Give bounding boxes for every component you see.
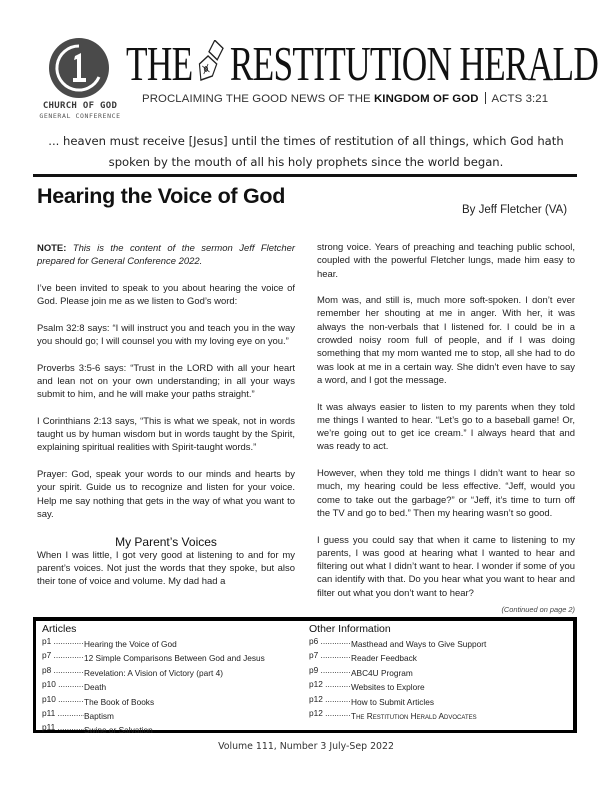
toc-page: p12 ..... xyxy=(309,708,351,719)
toc-page: p12 ..... xyxy=(309,679,351,690)
title-word-restitution-herald: RESTITUTION HERALD xyxy=(229,36,599,91)
toc-title: Revelation: A Vision of Victory (part 4) xyxy=(84,668,223,679)
toc-entry[interactable] xyxy=(309,636,486,650)
header-divider xyxy=(33,174,577,177)
paragraph: I guess you could say that when it came to listening to my parents, I was good at hearing what I wanted to hear and filtering out what I didn’t want to hear. I wonder if some of you can identify with that. Do you hear what you want to hear and filter out what you don’t want to hear? xyxy=(317,534,575,599)
paragraph: Proverbs 3:5-6 says: “Trust in the LORD with all your heart and lean not on your own understanding; in all your ways submit to him, and he will make your paths straight.” xyxy=(37,362,295,401)
toc-title: 12 Simple Comparisons Between God and Jesus xyxy=(84,653,265,664)
article-column-2 xyxy=(317,241,575,613)
header-verse xyxy=(40,131,572,173)
org-name-line1: CHURCH OF GOD xyxy=(42,101,118,111)
tagline xyxy=(142,92,548,105)
toc-title: Baptism xyxy=(84,711,114,722)
toc-entry[interactable] xyxy=(309,650,486,664)
toc-page: p11 ..... xyxy=(42,708,84,719)
org-name xyxy=(37,101,123,121)
paragraph: When I was little, I got very good at listening to and for my parent’s voices. Not just the words that they spoke, but also their tone of voice and volume. My dad had a xyxy=(37,549,295,588)
toc-other-heading: Other Information xyxy=(309,623,391,635)
toc-page: p9 ..... xyxy=(309,665,351,676)
toc-page: p6 ..... xyxy=(309,636,351,647)
tagline-scripture-ref: ACTS 3:21 xyxy=(491,93,549,105)
paragraph: Mom was, and still is, much more soft-spoken. I don’t ever remember her shouting at me in anger. With her, it was always the non-verbals that I listened for. I could be in a crowded noisy room full of people, and if I was doing something that my mom wanted me to stop, all she had to do was look at me in a certain way. She didn’t even have to say a word, and I got the message. xyxy=(317,295,575,386)
paragraph: However, when they told me things I didn’t want to hear so much, my hearing could be less effective. “Jeff, would you come to take out the garbage?” or “Jeff, it’s time to turn off the TV and go to bed.” Then my hearing wasn’t so good. xyxy=(317,468,575,519)
toc-title: The Book of Books xyxy=(84,696,155,707)
toc-entry[interactable] xyxy=(309,679,486,693)
toc-entry[interactable] xyxy=(42,636,265,650)
continued-link[interactable]: (Continued on page 2) xyxy=(501,605,575,614)
issue-info: Volume 111, Number 3 July-Sep 2022 xyxy=(218,741,394,752)
toc-title: Swine or Salvation xyxy=(84,725,153,736)
verse-line-2: spoken by the mouth of all his holy prophets since the world began. xyxy=(108,155,504,169)
toc-title: Reader Feedback xyxy=(351,653,417,664)
toc-page: p8 ..... xyxy=(42,665,84,676)
toc-articles-heading: Articles xyxy=(42,623,77,635)
article-title: Hearing the Voice of God xyxy=(37,184,286,208)
paragraph: I’ve been invited to speak to you about hearing the voice of God. Please join me as we listen to God’s word: xyxy=(37,282,295,308)
tagline-bold: KINGDOM OF GOD xyxy=(373,93,479,105)
toc-entry[interactable] xyxy=(42,694,265,708)
note-text: This is the content of the sermon Jeff Fletcher prepared for General Conference 2022. xyxy=(37,243,295,268)
table-of-contents xyxy=(33,617,577,736)
toc-page: p7 ..... xyxy=(309,650,351,661)
publication-title xyxy=(126,36,599,91)
toc-title: Death xyxy=(84,682,107,693)
paragraph: It was always easier to listen to my parents when they told me things I wanted to hear. “Let’s go to a baseball game! Or, we’re going out to get ice cream.” I always heard that and was ready to act. xyxy=(317,401,575,453)
toc-articles xyxy=(42,623,265,737)
toc-page: p11 ..... xyxy=(42,722,84,733)
section-subheading: My Parent’s Voices xyxy=(115,534,217,549)
toc-title: Masthead and Ways to Give Support xyxy=(351,639,487,650)
toc-title: ABC4U Program xyxy=(351,668,413,679)
paragraph: Prayer: God, speak your words to our minds and hearts by your spirit. Guide us to recognize and listen for your voice. Help me say nothing that gets in the way of what you want to say. xyxy=(37,469,295,520)
editor-note xyxy=(37,242,295,269)
toc-title: Hearing the Voice of God xyxy=(84,639,177,650)
article-byline: By Jeff Fletcher (VA) xyxy=(462,204,568,216)
tagline-divider xyxy=(485,92,486,104)
paragraph: strong voice. Years of preaching and teaching public school, coupled with the powerful Fletcher lungs, made him easy to hear. xyxy=(317,242,575,280)
toc-entry[interactable] xyxy=(309,708,486,722)
toc-title: Websites to Explore xyxy=(351,682,425,693)
toc-title: The Restitution Herald Advocates xyxy=(351,711,477,722)
toc-entry[interactable] xyxy=(42,679,265,693)
toc-entry[interactable] xyxy=(42,665,265,679)
toc-entry[interactable] xyxy=(42,650,265,664)
toc-page: p12 ..... xyxy=(309,694,351,705)
org-name-line2: GENERAL CONFERENCE xyxy=(39,112,121,120)
toc-title: How to Submit Articles xyxy=(351,696,434,707)
church-of-god-logo-icon xyxy=(48,37,110,99)
tagline-prefix: PROCLAIMING THE GOOD NEWS OF THE xyxy=(142,93,374,105)
toc-entry[interactable] xyxy=(42,708,265,722)
toc-entry[interactable] xyxy=(309,665,486,679)
paragraph: Psalm 32:8 says: “I will instruct you and teach you in the way you should go; I will counsel you with my loving eye on you.” xyxy=(37,322,295,348)
toc-page: p10 ..... xyxy=(42,679,84,690)
fountain-pen-nib-icon xyxy=(195,40,227,84)
article-column-1 xyxy=(37,242,295,602)
toc-page: p1 ..... xyxy=(42,636,84,647)
paragraph: I Corinthians 2:13 says, “This is what we speak, not in words taught us by human wisdom but in words taught by the Spirit, explaining spiritual realities with Spirit-taught words.” xyxy=(37,415,295,454)
toc-page: p10 ..... xyxy=(42,694,84,705)
toc-page: p7 ..... xyxy=(42,650,84,661)
toc-other-information xyxy=(309,623,486,722)
toc-entry[interactable] xyxy=(42,722,265,736)
toc-entry[interactable] xyxy=(309,694,486,708)
note-label: NOTE: xyxy=(37,243,67,254)
title-word-the: THE xyxy=(126,36,193,91)
verse-line-1: ... heaven must receive [Jesus] until the times of restitution of all things, which God hath xyxy=(48,134,564,148)
